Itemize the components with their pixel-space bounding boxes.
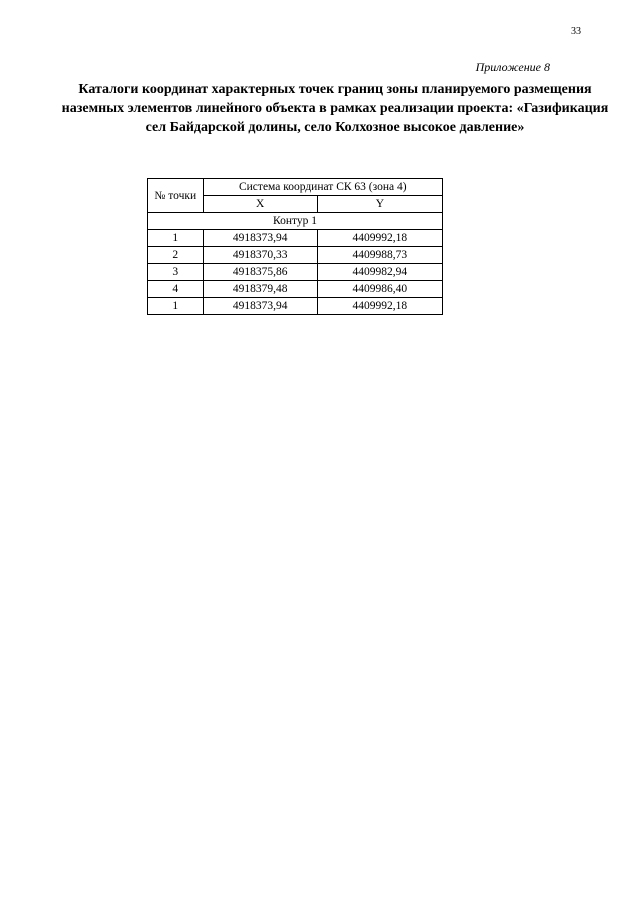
table-row	[148, 281, 443, 298]
coord-y: 4409988,73	[317, 247, 442, 264]
coord-x: 4918375,86	[203, 264, 317, 281]
point-number: 2	[148, 247, 204, 264]
coord-y: 4409982,94	[317, 264, 442, 281]
point-number: 1	[148, 298, 204, 315]
contour-row	[148, 213, 443, 230]
header-coordinate-system: Система координат СК 63 (зона 4)	[203, 179, 442, 196]
coord-x: 4918370,33	[203, 247, 317, 264]
table-row	[148, 230, 443, 247]
coord-x: 4918373,94	[203, 230, 317, 247]
table-row	[148, 264, 443, 281]
header-point-number: № точки	[148, 179, 204, 213]
contour-label: Контур 1	[148, 213, 443, 230]
coord-y: 4409992,18	[317, 230, 442, 247]
coord-y: 4409992,18	[317, 298, 442, 315]
table-row	[148, 298, 443, 315]
coord-x: 4918373,94	[203, 298, 317, 315]
header-x: X	[203, 196, 317, 213]
table-row	[148, 247, 443, 264]
coord-x: 4918379,48	[203, 281, 317, 298]
table-header-row	[148, 179, 443, 196]
point-number: 4	[148, 281, 204, 298]
point-number: 3	[148, 264, 204, 281]
header-y: Y	[317, 196, 442, 213]
coordinates-table	[147, 178, 443, 315]
coord-y: 4409986,40	[317, 281, 442, 298]
appendix-label: Приложение 8	[475, 60, 550, 74]
document-title: Каталоги координат характерных точек границ зоны планируемого размещения наземных элементов линейного объекта в рамках реализации проекта: «Газификация сел Байдарской долины, село Колхозное высокое давление»	[61, 82, 609, 135]
page-number: 33	[571, 26, 581, 37]
point-number: 1	[148, 230, 204, 247]
